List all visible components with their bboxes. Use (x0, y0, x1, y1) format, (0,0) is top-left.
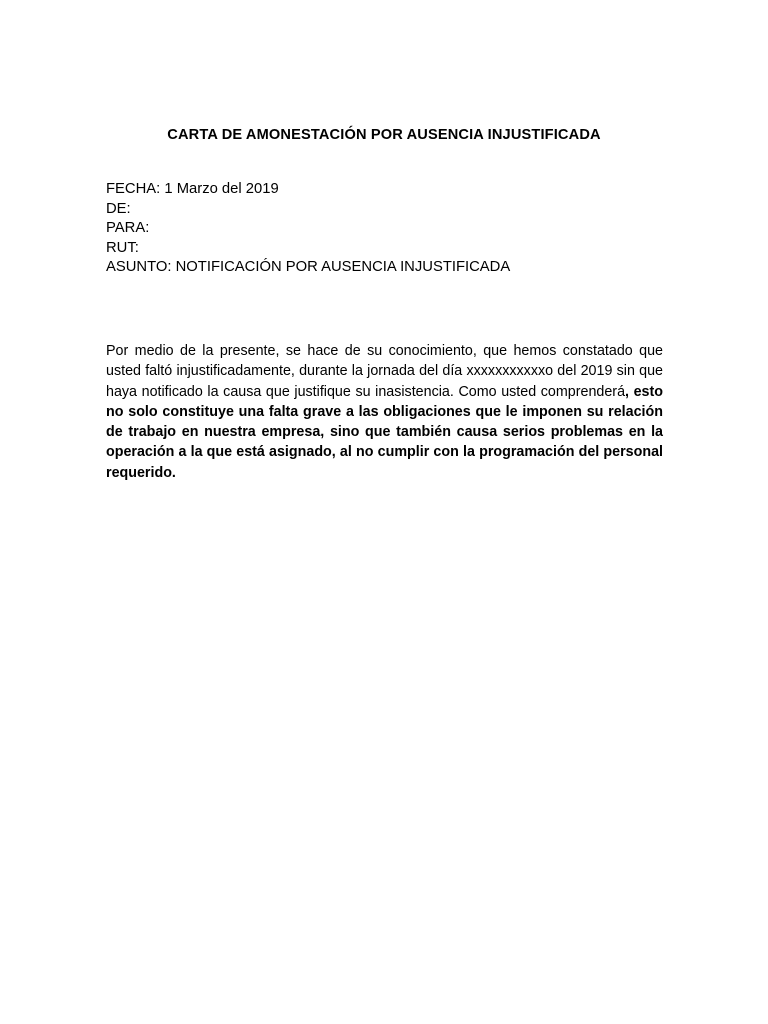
body-block (106, 341, 663, 483)
body-paragraph (106, 341, 663, 483)
header-field-de: DE: (106, 200, 131, 217)
header-field-rut: RUT: (106, 239, 139, 256)
header-field-fecha: FECHA: 1 Marzo del 2019 (106, 181, 279, 197)
header-field-asunto: ASUNTO: NOTIFICACIÓN POR AUSENCIA INJUSTIFICADA (106, 259, 511, 275)
page-title: CARTA DE AMONESTACIÓN POR AUSENCIA INJUSTIFICADA (167, 127, 601, 143)
header-fields-block (106, 180, 666, 278)
body-paragraph-regular: Por medio de la presente, se hace de su conocimiento, que hemos constatado que usted faltó injustificadamente, durante la jornada del día xxxxxxxxxxxo del 2019 sin que haya notificado la causa que justifique su inasistencia. Como usted comprenderá (106, 343, 663, 400)
header-field-para: PARA: (106, 220, 150, 236)
body-paragraph-bold: , esto no solo constituye una falta grave a las obligaciones que le imponen su relación de trabajo en nuestra empresa, sino que también causa serios problemas en la operación a la que está asignado, al no cumplir con la programación del personal requerido. (106, 383, 663, 481)
